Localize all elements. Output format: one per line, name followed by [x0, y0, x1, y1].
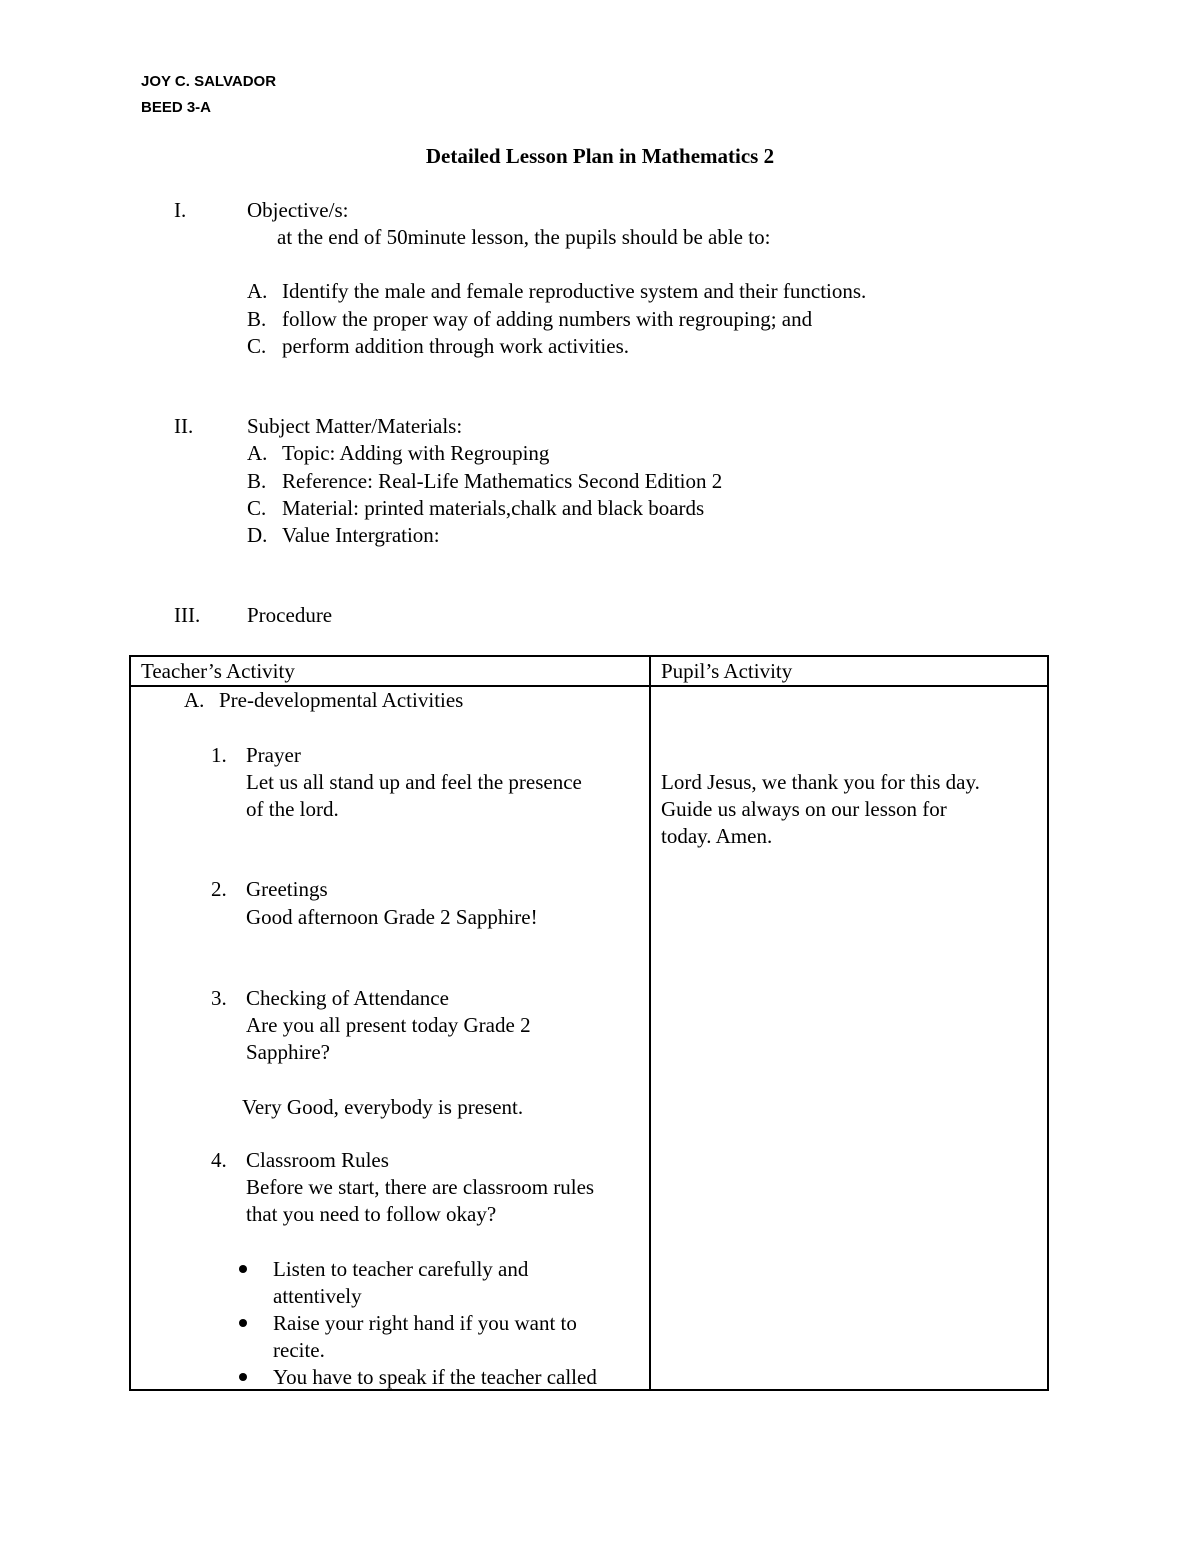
procedure-heading: Procedure	[247, 603, 333, 627]
step-number: 1.	[211, 743, 227, 767]
author-section: BEED 3-A	[141, 99, 212, 116]
step-line: that you need to follow okay?	[246, 1202, 497, 1226]
pupil-prayer-line: Guide us always on our lesson for	[661, 797, 947, 821]
pupil-prayer-line: today. Amen.	[661, 824, 773, 848]
objective-letter: A.	[247, 279, 268, 303]
step-line: Before we start, there are classroom rules	[246, 1175, 595, 1199]
bullet-icon	[239, 1265, 247, 1273]
section-numeral: II.	[174, 414, 194, 438]
section-letter: A.	[184, 688, 205, 712]
section-title: Pre-developmental Activities	[219, 688, 464, 712]
step-line: Are you all present today Grade 2	[246, 1013, 531, 1037]
step-title: Prayer	[246, 743, 301, 767]
step-line: Good afternoon Grade 2 Sapphire!	[246, 905, 538, 929]
objective-letter: C.	[247, 334, 267, 358]
step-line: of the lord.	[246, 797, 339, 821]
section-numeral: I.	[174, 198, 187, 222]
step-line: Sapphire?	[246, 1040, 330, 1064]
subject-letter: A.	[247, 441, 268, 465]
objective-letter: B.	[247, 307, 267, 331]
bullet-icon	[239, 1319, 247, 1327]
step-number: 4.	[211, 1148, 227, 1172]
objective-item: Identify the male and female reproductive system and their functions.	[282, 279, 867, 303]
subject-item: Value Intergration:	[282, 523, 440, 547]
step-extra: Very Good, everybody is present.	[242, 1095, 524, 1119]
step-title: Checking of Attendance	[246, 986, 449, 1010]
author-name: JOY C. SALVADOR	[141, 73, 277, 90]
step-number: 3.	[211, 986, 227, 1010]
step-title: Classroom Rules	[246, 1148, 389, 1172]
objectives-heading: Objective/s:	[247, 198, 349, 222]
objective-item: follow the proper way of adding numbers with regrouping; and	[282, 307, 813, 331]
teacher-activity-header: Teacher’s Activity	[130, 656, 650, 686]
rule-line: Raise your right hand if you want to	[273, 1311, 577, 1335]
pupil-activity-cell	[650, 686, 1048, 1390]
step-title: Greetings	[246, 877, 328, 901]
rule-line: Listen to teacher carefully and	[273, 1257, 529, 1281]
table-row	[130, 686, 1048, 1390]
pupil-activity-header: Pupil’s Activity	[650, 656, 1048, 686]
objective-item: perform addition through work activities.	[282, 334, 630, 358]
subject-item: Reference: Real-Life Mathematics Second Edition 2	[282, 469, 723, 493]
subject-letter: C.	[247, 496, 267, 520]
subject-letter: D.	[247, 523, 268, 547]
procedure-table	[129, 655, 1049, 1391]
bullet-icon	[239, 1373, 247, 1381]
step-line: Let us all stand up and feel the presence	[246, 770, 582, 794]
document-title: Detailed Lesson Plan in Mathematics 2	[425, 144, 775, 168]
rule-line: recite.	[273, 1338, 325, 1362]
objectives-intro: at the end of 50minute lesson, the pupils should be able to:	[277, 225, 771, 249]
rule-line: You have to speak if the teacher called	[273, 1365, 597, 1389]
rule-line: attentively	[273, 1284, 362, 1308]
section-numeral: III.	[174, 603, 201, 627]
step-number: 2.	[211, 877, 227, 901]
pupil-prayer-line: Lord Jesus, we thank you for this day.	[661, 770, 980, 794]
subject-letter: B.	[247, 469, 267, 493]
subject-item: Material: printed materials,chalk and black boards	[282, 496, 705, 520]
subject-item: Topic: Adding with Regrouping	[282, 441, 550, 465]
subject-matter-heading: Subject Matter/Materials:	[247, 414, 463, 438]
table-header-row	[130, 656, 1048, 686]
teacher-activity-cell	[130, 686, 650, 1390]
